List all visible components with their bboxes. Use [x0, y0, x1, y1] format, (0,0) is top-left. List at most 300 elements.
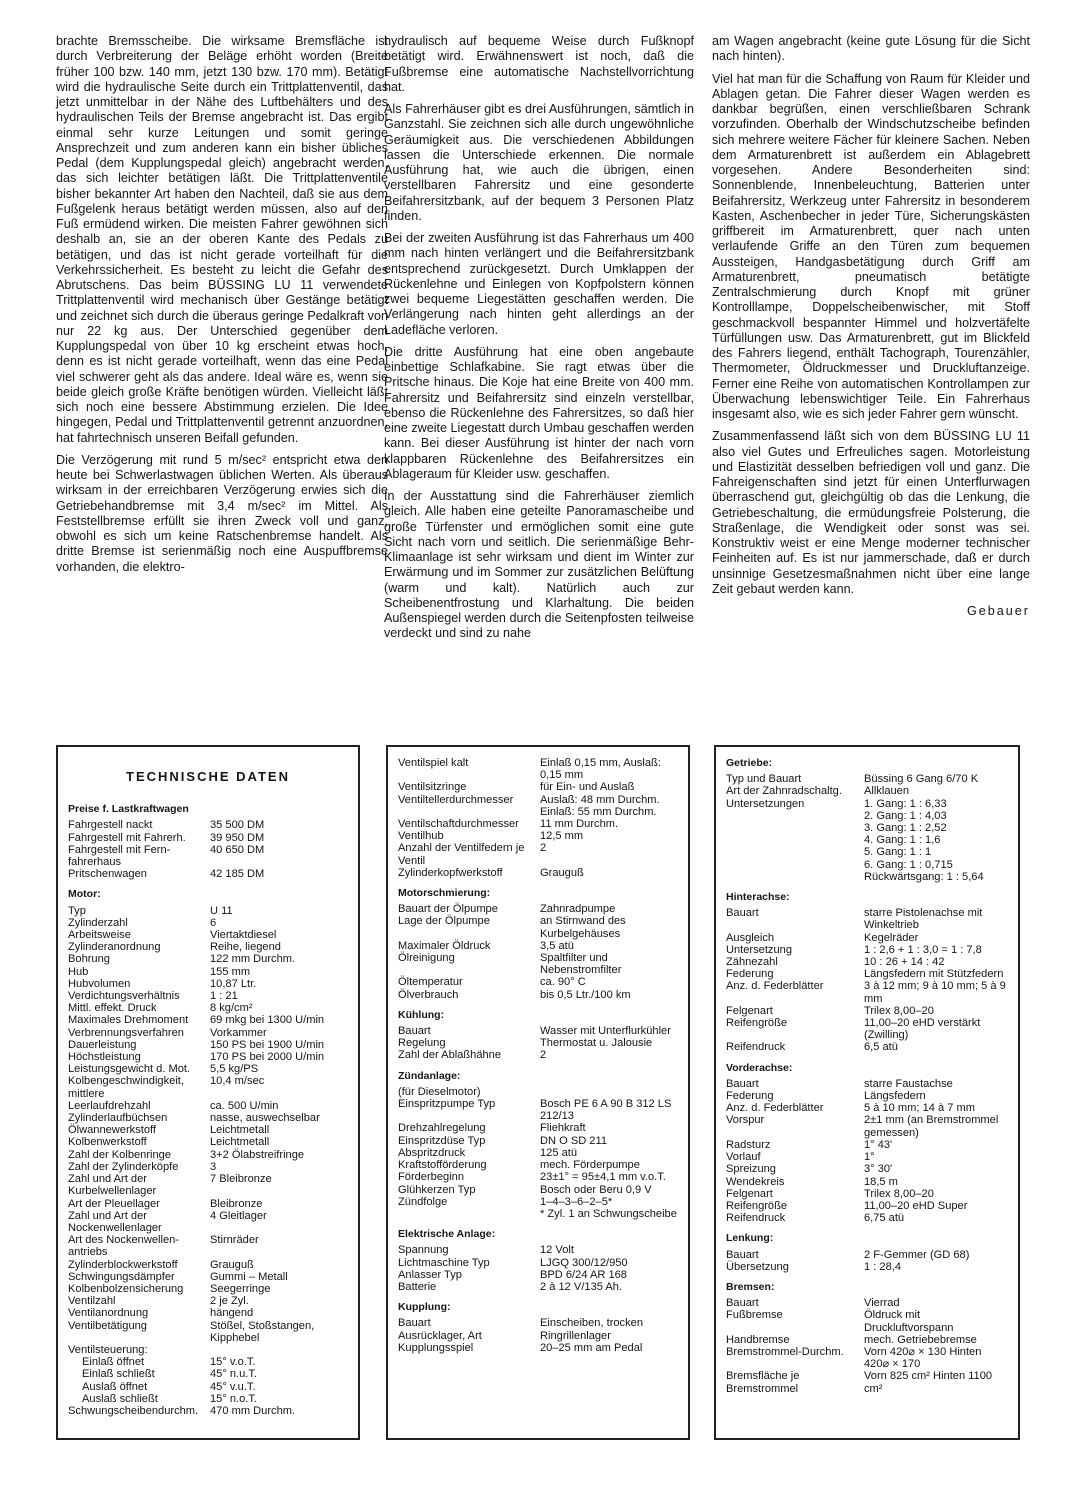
- spec-value: Rückwärtsgang: 1 : 5,64: [864, 870, 984, 883]
- spec-label: Kupplungsspiel: [398, 1341, 474, 1354]
- spec-label: (für Dieselmotor): [398, 1085, 481, 1098]
- spec-row: [68, 905, 348, 917]
- spec-row: [726, 932, 1008, 944]
- author-signature: Gebauer: [966, 604, 1030, 618]
- spec-row: [68, 844, 348, 868]
- spec-label: Ventilspiel kalt: [398, 757, 469, 769]
- spec-value: 40 650 DM: [210, 843, 265, 856]
- spec-value: 8 kg/cm²: [210, 1002, 253, 1015]
- spec-label: Untersetzungen: [726, 797, 805, 810]
- spec-value: Ringrillenlager: [540, 1329, 611, 1342]
- spec-row: [726, 1017, 1008, 1041]
- spec-section-heading: Hinterachse:: [726, 891, 790, 904]
- spec-row: [68, 1356, 348, 1368]
- spec-value: 15° v.o.T.: [210, 1356, 256, 1369]
- spec-value: 10 : 26 + 14 : 42: [864, 956, 945, 969]
- spec-row: [68, 1368, 348, 1380]
- article-column-2: [384, 34, 694, 649]
- spec-row: [68, 1039, 348, 1051]
- spec-row: [726, 944, 1008, 956]
- spec-row: [726, 822, 1008, 834]
- spec-value: an Stirnwand des Kurbelgehäuses: [540, 915, 626, 940]
- spec-row: [398, 940, 678, 952]
- spec-label: Zähnezahl: [726, 956, 778, 969]
- spec-row: [68, 819, 348, 831]
- spec-value: Bosch oder Beru 0,9 V: [540, 1183, 652, 1196]
- spec-label: Felgenart: [726, 1187, 773, 1200]
- spec-row: [726, 980, 1008, 1004]
- article-column-1: [56, 34, 388, 582]
- spec-section-heading: Lenkung:: [726, 1232, 774, 1245]
- spec-value: 155 mm: [210, 965, 251, 978]
- spec-section-heading: Elektrische Anlage:: [398, 1228, 496, 1241]
- spec-value: 2. Gang: 1 : 4,03: [864, 809, 947, 822]
- spec-label: Fahrgestell nackt: [68, 819, 153, 832]
- spec-label: Ölreinigung: [398, 952, 455, 965]
- spec-label: [726, 834, 864, 846]
- spec-row: [726, 1297, 1008, 1309]
- spec-section-heading: Motorschmierung:: [398, 887, 491, 900]
- spec-label: Maximales Drehmoment: [68, 1014, 189, 1027]
- spec-label: Zahl und Art der Nockenwellenlager: [68, 1209, 162, 1234]
- spec-label: Bauart der Ölpumpe: [398, 903, 498, 916]
- spec-label: Typ: [68, 904, 86, 917]
- spec-value: Gummi – Metall: [210, 1270, 288, 1283]
- spec-row: [398, 757, 678, 781]
- spec-row: [726, 1102, 1008, 1114]
- spec-label: Reifengröße: [726, 1199, 788, 1212]
- spec-value: Bleibronze: [210, 1197, 263, 1210]
- spec-value: Vorn 420⌀ × 130 Hinten 420⌀ × 170: [864, 1345, 982, 1371]
- spec-label: Anzahl der Ventilfedern je Ventil: [398, 842, 525, 867]
- spec-row: [726, 907, 1008, 931]
- spec-row: [726, 1139, 1008, 1151]
- spec-label: Radsturz: [726, 1138, 771, 1151]
- spec-row: [68, 990, 348, 1002]
- article-column-3: [712, 34, 1030, 619]
- spec-row: [726, 1090, 1008, 1102]
- spec-label: Zylinderanordnung: [68, 941, 161, 954]
- spec-value: bis 0,5 Ltr./100 km: [540, 988, 631, 1001]
- spec-label: Bremstrommel-Durchm.: [726, 1345, 844, 1358]
- paragraph: am Wagen angebracht (keine gute Lösung für die Sicht nach hinten).: [712, 34, 1030, 64]
- spec-value: Vierrad: [864, 1297, 900, 1310]
- spec-label: Spreizung: [726, 1163, 776, 1176]
- paragraph: Zusammenfassend läßt sich von dem BÜSSING LU 11 also viel Gutes und Erfreuliches sagen. Motorleistung und Elastizität desselben befriedigen voll und ganz. Die Fahreigenschaften sind jetzt für einen Unterflurwagen überraschend gut, gleichgültig ob das die Lenkung, die Getriebeschaltung, die ermüdungsfreie Polsterung, die Straßenlage, die Wendigkeit oder sonst was sei. Konstruktiv weist er eine Menge moderner technischer Feinheiten auf. Es ist nur jammerschade, daß er durch unsinnige Gesetzesmaßnahmen nicht über eine lange Zeit gebaut werden kann.: [712, 429, 1030, 596]
- spec-label: Abspritzdruck: [398, 1146, 466, 1159]
- spec-row: [68, 1307, 348, 1319]
- spec-value: LJGQ 300/12/950: [540, 1256, 628, 1269]
- spec-row: [398, 989, 678, 1001]
- spec-value: Grauguß: [210, 1258, 254, 1271]
- spec-row: [68, 1161, 348, 1173]
- spec-row: [726, 1005, 1008, 1017]
- spec-box-1: [56, 745, 360, 1440]
- spec-label: Hubvolumen: [68, 977, 131, 990]
- spec-label: Verbrennungsverfahren: [68, 1026, 184, 1039]
- spec-row: [398, 1147, 678, 1159]
- spec-value: 2 je Zyl.: [210, 1295, 249, 1308]
- spec-row: [398, 1049, 678, 1061]
- spec-row: [68, 1136, 348, 1148]
- spec-label: Bohrung: [68, 953, 110, 966]
- paragraph: Viel hat man für die Schaffung von Raum für Kleider und Ablagen getan. Die Fahrer dieser Wagen werden es dankbar begrüßen, einen verschließbaren Schrank vorzufinden. Oberhalb der Windschutzscheibe befinden sich mehrere weitere Fächer für kleinere Sachen. Neben dem Armaturenbrett ist außerdem ein Ablagebrett vorgesehen. Andere Besonderheiten sind: Sonnenblende, Innenbeleuchtung, Batterien unter Beifahrersitz, Werkzeug unter Fahrersitz in besonderem Kasten, Aschenbecher in jeder Türe, Sicherungskästen griffbereit im Armaturenbrett, quer nach unten verlaufende Griffe an den Türen zum bequemen Aussteigen, Handgasbetätigung durch Griff am Armaturenbrett, pneumatisch betätigte Zentralschmierung durch Knopf mit grüner Kontrolllampe, Doppelscheibenwischer, mit Stoff geschmackvoll bespannter Himmel und holzvertäfelte Türfüllungen usw. Das Armaturenbrett, gut im Blickfeld des Fahrers liegend, enthält Tachograph, Tourenzähler, Thermometer, Öldruckmesser und Druckluftanzeige. Ferner eine Reihe von automatischen Kontrollampen zur Überwachung lebenswichtiger Teile. Ein Fahrerhaus insgesamt also, wie es sich jeder Fahrer gern wünscht.: [712, 71, 1030, 421]
- spec-section-heading: Preise f. Lastkraftwagen: [68, 803, 189, 816]
- spec-label: Leistungsgewicht d. Mot.: [68, 1063, 191, 1076]
- spec-row: [398, 915, 678, 939]
- spec-row: [398, 1208, 678, 1220]
- spec-row: [68, 1027, 348, 1039]
- spec-value: 69 mkg bei 1300 U/min: [210, 1014, 325, 1027]
- spec-label: Bauart: [398, 1317, 431, 1330]
- spec-label: Vorspur: [726, 1114, 765, 1127]
- spec-row: [726, 871, 1008, 883]
- spec-value: [210, 1344, 348, 1356]
- spec-label: Ventilbetätigung: [68, 1319, 147, 1332]
- spec-row: [68, 1112, 348, 1124]
- spec-label: Ausrücklager, Art: [398, 1329, 482, 1342]
- spec-row: [68, 929, 348, 941]
- spec-row: [68, 953, 348, 965]
- paragraph: brachte Bremsscheibe. Die wirksame Bremsfläche ist durch Verbreiterung der Beläge erhöht worden (Breite früher 100 bzw. 140 mm, jetzt 130 bzw. 170 mm). Betätigt wird die hydraulische Seite durch ein Trittplattenventil, das jetzt unmittelbar in der Nähe des Luftbehälters und des hydraulischen Teils der Bremse angebracht ist. Das ergibt einmal sehr kurze Leitungen und somit geringe Ansprechzeit und zum anderen kann ein bisher übliches Pedal (dem Kupplungspedal gleich) angebracht werden, das sich leichter betätigen läßt. Die Trittplattenventile bisher bekannter Art haben den Nachteil, daß sie aus dem Fußgelenk heraus betätigt werden müssen, also auf den Fuß ermüdend wirken. Die meisten Fahrer gewöhnen sich deshalb an, sie an der oberen Kante des Pedals zu betätigen, und das ist nicht gerade vorteilhaft für die Verkehrssicherheit. Es besteht zu leicht die Gefahr des Abrutschens. Das beim BÜSSING LU 11 verwendete Trittplattenventil wird mechanisch über Gestänge betätigt und zeichnet sich durch die überaus geringe Pedalkraft von nur 22 kg aus. Der Unterschied gegenüber dem Kupplungspedal von über 10 kg erscheint etwas hoch, denn es ist nicht gerade vorteilhaft, wenn das eine Pedal viel schwerer geht als das andere. Ideal wäre es, wenn sie beide gleich große Kräfte benötigen würden. Vielleicht läßt sich noch eine bessere Abstimmung erzielen. Die Idee hingegen, Pedal und Trittplattenventil getrennt anzuordnen, hat fahrtechnisch unseren Beifall gefunden.: [56, 34, 388, 445]
- spec-section-heading: Zündanlage:: [398, 1069, 461, 1082]
- spec-row: [68, 1344, 348, 1356]
- spec-label: Batterie: [398, 1280, 437, 1293]
- spec-value: 3+2 Ölabstreifringe: [210, 1148, 305, 1161]
- spec-label: Kolbengeschwindigkeit, mittlere: [68, 1075, 184, 1100]
- spec-value: 3,5 atü: [540, 939, 574, 952]
- spec-value: 2±1 mm (an Bremstrommel gemessen): [864, 1114, 999, 1139]
- spec-label: Zahl der Zylinderköpfe: [68, 1160, 179, 1173]
- spec-value: Büssing 6 Gang 6/70 K: [864, 773, 979, 786]
- spec-row: [726, 1151, 1008, 1163]
- spec-value: Viertaktdiesel: [210, 929, 277, 942]
- spec-label: Felgenart: [726, 1004, 773, 1017]
- spec-label: Mittl. effekt. Druck: [68, 1002, 157, 1015]
- spec-value: Längsfedern mit Stützfedern: [864, 968, 1004, 981]
- spec-value: 3° 30': [864, 1163, 893, 1176]
- spec-value: Auslaß: 48 mm Durchm. Einlaß: 55 mm Durchm.: [540, 793, 660, 818]
- spec-row: [398, 781, 678, 793]
- spec-row: [68, 1283, 348, 1295]
- spec-label: Einlaß öffnet: [82, 1356, 145, 1369]
- spec-value: DN O SD 211: [540, 1134, 607, 1147]
- spec-label: Wendekreis: [726, 1175, 785, 1188]
- spec-label: Lichtmaschine Typ: [398, 1256, 490, 1269]
- spec-row: [726, 785, 1008, 797]
- spec-row: [726, 1249, 1008, 1261]
- spec-label: [726, 846, 864, 858]
- spec-row: [398, 903, 678, 915]
- spec-label: Kolbenwerkstoff: [68, 1136, 147, 1149]
- spec-row: [398, 1281, 678, 1293]
- spec-value: 15° n.o.T.: [210, 1392, 257, 1405]
- paragraph: hydraulisch auf bequeme Weise durch Fußknopf betätigt wird. Erwähnenswert ist noch, daß die Fußbremse eine automatische Nachstellvorrichtung hat.: [384, 34, 694, 94]
- spec-label: Ölverbrauch: [398, 988, 459, 1001]
- spec-value: [540, 1086, 678, 1098]
- spec-value: Vorn 825 cm² Hinten 1100 cm²: [864, 1370, 993, 1395]
- spec-label: Einlaß schließt: [82, 1368, 155, 1381]
- spec-row: [68, 1063, 348, 1075]
- spec-value: 150 PS bei 1900 U/min: [210, 1038, 325, 1051]
- spec-section-heading: Vorderachse:: [726, 1061, 793, 1074]
- paragraph: In der Ausstattung sind die Fahrerhäuser ziemlich gleich. Alle haben eine geteilte Panoramascheibe und große Türfenster und ermöglichen somit eine gute Sicht nach vorn und seitlich. Die serienmäßige Behr-Klimaanlage ist sehr wirksam und dient im Winter zur Erwärmung und im Sommer zur zusätzlichen Belüftung (warm und kalt). Natürlich auch zur Scheibenentfrostung und Klarhaltung. Die beiden Außenspiegel werden durch die Seitenpfosten teilweise verdeckt und sind zu nahe: [384, 489, 694, 641]
- spec-row: [726, 1078, 1008, 1090]
- spec-label: [726, 859, 864, 871]
- spec-row: [68, 868, 348, 880]
- spec-row: [68, 1124, 348, 1136]
- spec-value: 6: [210, 916, 217, 929]
- spec-value: 4. Gang: 1 : 1,6: [864, 834, 941, 847]
- spec-label: Fußbremse: [726, 1309, 783, 1322]
- spec-value: 125 atü: [540, 1146, 578, 1159]
- spec-section-heading: Motor:: [68, 888, 101, 901]
- spec-value: 6. Gang: 1 : 0,715: [864, 858, 953, 871]
- spec-value: 1–4–3–6–2–5*: [540, 1195, 613, 1208]
- spec-row: [398, 830, 678, 842]
- spec-value: für Ein- und Auslaß: [540, 781, 635, 794]
- spec-value: 3. Gang: 1 : 2,52: [864, 822, 947, 835]
- spec-label: Einspritzdüse Typ: [398, 1134, 486, 1147]
- spec-row: [68, 978, 348, 990]
- spec-section-heading: Kupplung:: [398, 1301, 451, 1314]
- spec-row: [726, 1334, 1008, 1346]
- spec-row: [398, 1159, 678, 1171]
- paragraph: Bei der zweiten Ausführung ist das Fahrerhaus um 400 mm nach hinten verlängert und die Beifahrersitzbank entsprechend zurückgesetzt. Durch Umklappen der Rückenlehne und Einlegen von Kopfpolstern können zwei bequeme Liegestätten geschaffen werden. Die Verlängerung nach hinten geht allerdings an der Ladefläche verloren.: [384, 231, 694, 337]
- spec-value: 10,87 Ltr.: [210, 977, 257, 990]
- spec-value: Leichtmetall: [210, 1136, 270, 1149]
- spec-label: Schwungscheibendurchm.: [68, 1404, 199, 1417]
- spec-value: starre Faustachse: [864, 1077, 953, 1090]
- spec-label: Zahl der Ablaßhähne: [398, 1049, 501, 1062]
- spec-row: [68, 832, 348, 844]
- spec-label: Federung: [726, 968, 774, 981]
- spec-label: Lage der Ölpumpe: [398, 915, 490, 928]
- spec-row: [726, 968, 1008, 980]
- spec-value: Einlaß 0,15 mm, Auslaß: 0,15 mm: [540, 757, 661, 782]
- spec-row: [726, 1261, 1008, 1273]
- spec-box-2: [386, 745, 690, 1440]
- spec-value: Fliehkraft: [540, 1122, 586, 1135]
- spec-value: 3 à 12 mm; 9 à 10 mm; 5 à 9 mm: [864, 980, 1006, 1005]
- spec-label: Anlasser Typ: [398, 1268, 462, 1281]
- spec-value: 2: [540, 1049, 547, 1062]
- spec-row: [68, 1393, 348, 1405]
- spec-row: [68, 1320, 348, 1344]
- spec-label: [398, 1208, 540, 1220]
- spec-row: [398, 867, 678, 879]
- spec-row: [726, 1309, 1008, 1333]
- spec-value: nasse, auswechselbar: [210, 1112, 320, 1125]
- spec-label: Auslaß öffnet: [82, 1380, 148, 1393]
- spec-value: mech. Getriebebremse: [864, 1333, 977, 1346]
- spec-label: Anz. d. Federblätter: [726, 980, 824, 993]
- spec-value: 20–25 mm am Pedal: [540, 1341, 643, 1354]
- spec-label: Ventilschaftdurchmesser: [398, 818, 519, 831]
- spec-section-heading: Kühlung:: [398, 1008, 445, 1021]
- spec-row: [726, 1346, 1008, 1370]
- spec-label: Zylinderzahl: [68, 916, 128, 929]
- spec-label: Zylinderblockwerkstoff: [68, 1258, 178, 1271]
- spec-label: Hub: [68, 965, 89, 978]
- spec-label: Leerlaufdrehzahl: [68, 1099, 151, 1112]
- spec-title: TECHNISCHE DATEN: [126, 769, 290, 784]
- spec-label: Anz. d. Federblätter: [726, 1102, 824, 1115]
- spec-value: Trilex 8,00–20: [864, 1004, 934, 1017]
- spec-value: 1°: [864, 1151, 875, 1164]
- spec-row: [398, 976, 678, 988]
- spec-label: Art der Pleuellager: [68, 1197, 160, 1210]
- spec-label: Spannung: [398, 1244, 449, 1257]
- spec-value: 35 500 DM: [210, 819, 265, 832]
- spec-value: 4 Gleitlager: [210, 1209, 267, 1222]
- spec-label: [726, 822, 864, 834]
- spec-label: Kolbenbolzensicherung: [68, 1282, 184, 1295]
- spec-row: [398, 1269, 678, 1281]
- spec-row: [68, 941, 348, 953]
- spec-row: [68, 1014, 348, 1026]
- spec-row: [398, 1086, 678, 1098]
- spec-label: Zahl der Kolbenringe: [68, 1148, 171, 1161]
- spec-row: [68, 1381, 348, 1393]
- spec-row: [68, 1405, 348, 1417]
- spec-label: Zahl und Art der Kurbelwellenlager: [68, 1173, 157, 1198]
- spec-row: [726, 1188, 1008, 1200]
- spec-rows: [726, 757, 1008, 1395]
- spec-label: Übersetzung: [726, 1260, 789, 1273]
- spec-row: [398, 818, 678, 830]
- spec-row: [726, 1176, 1008, 1188]
- spec-label: Glühkerzen Typ: [398, 1183, 476, 1196]
- spec-row: [398, 1171, 678, 1183]
- spec-row: [398, 1196, 678, 1208]
- spec-label: Typ und Bauart: [726, 773, 802, 786]
- spec-value: U 11: [210, 904, 233, 917]
- spec-value: ca. 90° C: [540, 976, 586, 989]
- spec-value: Wasser mit Unterflurkühler: [540, 1025, 671, 1038]
- spec-row: [68, 1198, 348, 1210]
- spec-value: 5 à 10 mm; 14 à 7 mm: [864, 1102, 975, 1115]
- spec-label: Bauart: [398, 1025, 431, 1038]
- spec-row: [726, 859, 1008, 871]
- spec-value: 11,00–20 eHD Super: [864, 1199, 968, 1212]
- paragraph: Als Fahrerhäuser gibt es drei Ausführungen, sämtlich in Ganzstahl. Sie zeichnen sich alle durch ungewöhnliche Geräumigkeit aus. Die verschiedenen Abbildungen lassen die Unterschiede erkennen. Die normale Ausführung hat, wie auch die übrigen, einen verstellbaren Fahrersitz und eine gesonderte Beifahrersitzbank, auf der bequem 3 Personen Platz finden.: [384, 102, 694, 223]
- spec-label: Bauart: [726, 1297, 759, 1310]
- spec-value: hängend: [210, 1307, 254, 1320]
- spec-value: Trilex 8,00–20: [864, 1187, 934, 1200]
- spec-label: [726, 810, 864, 822]
- spec-value: 1 : 28,4: [864, 1260, 902, 1273]
- spec-label: Pritschenwagen: [68, 868, 147, 881]
- spec-label: [726, 871, 864, 883]
- spec-label: Reifengröße: [726, 1017, 788, 1030]
- spec-value: 5,5 kg/PS: [210, 1063, 259, 1076]
- spec-row: [68, 1173, 348, 1197]
- spec-value: Seegerringe: [210, 1282, 271, 1295]
- spec-value: Vorkammer: [210, 1026, 267, 1039]
- spec-label: Art der Zahnradschaltg.: [726, 785, 842, 798]
- spec-value: starre Pistolenachse mit Winkeltrieb: [864, 907, 983, 932]
- spec-section-heading: Getriebe:: [726, 757, 773, 769]
- spec-label: Ventilsitzringe: [398, 781, 467, 794]
- spec-row: [68, 1234, 348, 1258]
- spec-value: 1 : 2,6 + 1 : 3,0 = 1 : 7,8: [864, 943, 982, 956]
- spec-label: Bauart: [726, 1077, 759, 1090]
- spec-value: 42 185 DM: [210, 868, 265, 881]
- spec-value: 2 à 12 V/135 Ah.: [540, 1280, 623, 1293]
- spec-value: Stößel, Stoßstangen, Kipphebel: [210, 1319, 315, 1344]
- spec-label: Zylinderlaufbüchsen: [68, 1112, 168, 1125]
- spec-label: Art des Nockenwellen-antriebs: [68, 1234, 179, 1259]
- spec-row: [398, 1025, 678, 1037]
- spec-label: Fahrgestell mit Fern-fahrerhaus: [68, 843, 171, 869]
- spec-value: 1 : 21: [210, 990, 238, 1003]
- spec-value: 11 mm Durchm.: [540, 818, 619, 831]
- spec-row: [398, 1257, 678, 1269]
- spec-rows: [68, 803, 348, 1417]
- spec-box-3: [714, 745, 1020, 1440]
- spec-label: Ventilanordnung: [68, 1307, 149, 1320]
- spec-row: [726, 1212, 1008, 1224]
- spec-value: 11,00–20 eHD verstärkt (Zwilling): [864, 1017, 981, 1042]
- spec-row: [726, 798, 1008, 810]
- spec-row: [726, 834, 1008, 846]
- spec-label: Ventiltellerdurchmesser: [398, 793, 514, 806]
- spec-value: 2 F-Gemmer (GD 68): [864, 1248, 970, 1261]
- spec-rows: [398, 757, 678, 1354]
- spec-row: [398, 1330, 678, 1342]
- spec-label: Vorlauf: [726, 1151, 761, 1164]
- paragraph: Die Verzögerung mit rund 5 m/sec² entspricht etwa den heute bei Schwerlastwagen üblichen Werten. Als überaus wirksam in der erreichbaren Verzögerung erwies sich die Getriebehandbremse mit 3,4 m/sec² im Mittel. Als Feststellbremse erfüllt sie ihren Zweck voll und ganz, obwohl es sich um keine Ratschenbremse handelt. Als dritte Bremse ist serienmäßig noch eine Auspuffbremse vorhanden, die elektro-: [56, 452, 388, 574]
- spec-value: 23±1° = 95±4,1 mm v.o.T.: [540, 1171, 666, 1184]
- spec-row: [68, 966, 348, 978]
- spec-label: Zündfolge: [398, 1195, 448, 1208]
- spec-value: mech. Förderpumpe: [540, 1159, 640, 1172]
- spec-row: [398, 1135, 678, 1147]
- spec-value: Öldruck mit Druckluftvorspann: [864, 1309, 954, 1334]
- spec-value: 7 Bleibronze: [210, 1173, 272, 1186]
- spec-value: 39 950 DM: [210, 831, 265, 844]
- spec-label: Fahrgestell mit Fahrerh.: [68, 831, 186, 844]
- spec-value: Spaltfilter und Nebenstromfilter: [540, 952, 622, 977]
- spec-label: Maximaler Öldruck: [398, 939, 491, 952]
- spec-row: [398, 842, 678, 866]
- spec-row: [398, 1244, 678, 1256]
- spec-value: 12,5 mm: [540, 830, 584, 843]
- spec-value: Leichtmetall: [210, 1124, 270, 1137]
- spec-label: Ventilhub: [398, 830, 444, 843]
- spec-row: [68, 1075, 348, 1099]
- spec-row: [398, 794, 678, 818]
- spec-label: Handbremse: [726, 1333, 790, 1346]
- spec-label: Ventilsteuerung:: [68, 1343, 148, 1356]
- spec-row: [726, 1370, 1008, 1394]
- spec-value: Längsfedern: [864, 1090, 926, 1103]
- spec-label: Öltemperatur: [398, 976, 463, 989]
- spec-value: 12 Volt: [540, 1244, 574, 1257]
- spec-value: Grauguß: [540, 866, 584, 879]
- spec-value: Einscheiben, trocken: [540, 1317, 643, 1330]
- spec-value: 122 mm Durchm.: [210, 953, 296, 966]
- spec-label: Förderbeginn: [398, 1171, 464, 1184]
- spec-value: 1. Gang: 1 : 6,33: [864, 797, 947, 810]
- spec-row: [398, 1098, 678, 1122]
- spec-row: [398, 1184, 678, 1196]
- spec-label: Einspritzpumpe Typ: [398, 1098, 496, 1111]
- spec-value: ca. 500 U/min: [210, 1099, 279, 1112]
- spec-label: Regelung: [398, 1037, 446, 1050]
- spec-label: Bauart: [726, 907, 759, 920]
